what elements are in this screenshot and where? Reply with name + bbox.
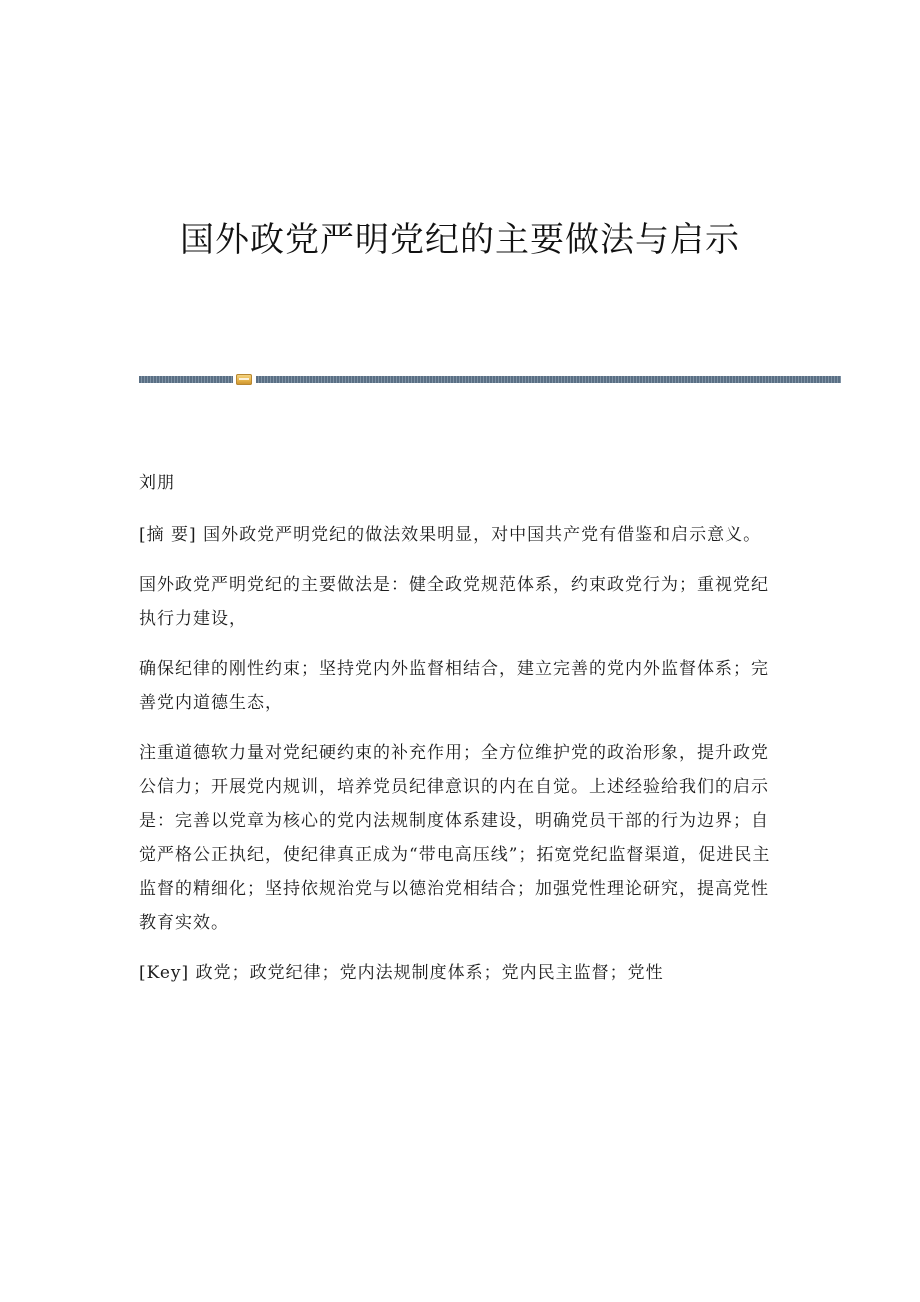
document-body (139, 466, 779, 1006)
divider-bar-left (139, 376, 233, 383)
body-paragraph: 注重道德软力量对党纪硬约束的补充作用；全方位维护党的政治形象，提升政党公信力；开展党内规训，培养党员纪律意识的内在自觉。上述经验给我们的启示是：完善以党章为核心的党内法规制度体系建设，明确党员干部的行为边界；自觉严格公正执纪，使纪律真正成为“带电高压线”；拓宽党纪监督渠道，促进民主监督的精细化；坚持依规治党与以德治党相结合；加强党性理论研究，提高党性教育实效。 (139, 743, 771, 933)
body-paragraph: 确保纪律的刚性约束；坚持党内外监督相结合，建立完善的党内外监督体系；完善党内道德生态， (139, 659, 769, 713)
document-title: 国外政党严明党纪的主要做法与启示 (180, 220, 740, 260)
title-divider (139, 374, 841, 384)
keywords: [Key] 政党；政党纪律；党内法规制度体系；党内民主监督；党性 (139, 963, 664, 983)
body-paragraph: 国外政党严明党纪的主要做法是：健全政党规范体系，约束政党行为；重视党纪执行力建设， (139, 575, 769, 629)
divider-ornament-icon (236, 374, 252, 385)
divider-bar-right (256, 376, 841, 383)
abstract: [摘 要] 国外政党严明党纪的做法效果明显，对中国共产党有借鉴和启示意义。 (139, 525, 762, 545)
author-name: 刘朋 (139, 473, 175, 493)
